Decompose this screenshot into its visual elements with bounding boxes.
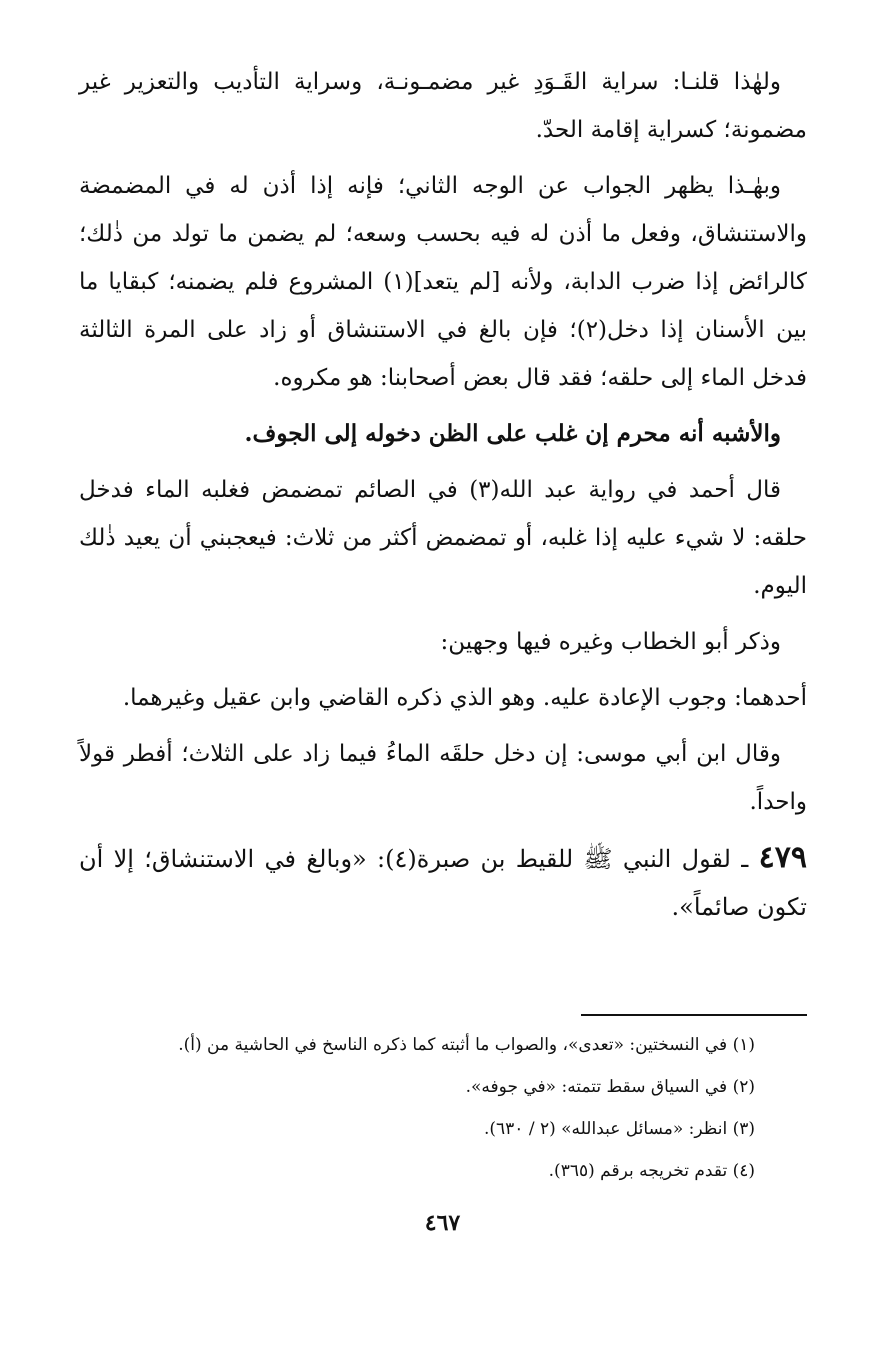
footnote-divider [581,1014,807,1016]
page-number: ٤٦٧ [424,1210,461,1236]
footnote-4: (٤) تقدم تخريجه برقم (٣٦٥). [548,1161,755,1181]
hadith-paragraph [79,834,807,931]
hadith-text: ـ لقول النبي ﷺ للقيط بن صبرة(٤): «وبالغ في الاستنشاق؛ إلا أن تكون صائماً». [79,845,807,921]
paragraph-5: وذكر أبو الخطاب وغيره فيها وجهين: [440,629,781,655]
paragraph-3: والأشبه أنه محرم إن غلب على الظن دخوله إلى الجوف. [244,420,781,447]
paragraph-6: أحدهما: وجوب الإعادة عليه. وهو الذي ذكره القاضي وابن عقيل وغيرهما. [122,685,807,711]
footnote-2: (٢) في السياق سقط تتمته: «في جوفه». [465,1077,755,1097]
paragraph-4: قال أحمد في رواية عبد الله(٣) في الصائم تمضمض فغلبه الماء فدخل حلقه: لا شيء عليه إذا غلبه، أو تمضمض أكثر من ثلاث: فيعجبني أن يعيد ذٰلك اليوم. [79,477,807,599]
paragraph-7: وقال ابن أبي موسى: إن دخل حلقَه الماءُ فيما زاد على الثلاث؛ أفطر قولاً واحداً. [79,741,807,815]
footnotes [79,1024,755,1192]
paragraph-2: وبهٰـذا يظهر الجواب عن الوجه الثاني؛ فإنه إذا أذن له في المضمضة والاستنشاق، وفعل ما أذن له فيه بحسب وسعه؛ لم يضمن ما تولد من ذٰلك؛ كالرائض إذا ضرب الدابة، ولأنه [لم يتعد](١) المشروع فلم يضمنه؛ كبقايا ما بين الأسنان إذا دخل(٢)؛ فإن بالغ في الاستنشاق أو زاد على المرة الثالثة فدخل الماء إلى حلقه؛ فقد قال بعض أصحابنا: هو مكروه. [79,173,808,391]
hadith-number: ٤٧٩ [758,840,807,875]
footnote-1: (١) في النسختين: «تعدى»، والصواب ما أثبته كما ذكره الناسخ في الحاشية من (أ). [178,1035,755,1055]
paragraph-1: ولهٰذا قلنـا: سراية القَـوَدِ غير مضمـونـة، وسراية التأديب والتعزير غير مضمونة؛ كسراية إقامة الحدّ. [79,69,807,143]
main-text [79,58,807,939]
footnote-3: (٣) انظر: «مسائل عبدالله» (٢ / ٦٣٠). [483,1119,755,1139]
